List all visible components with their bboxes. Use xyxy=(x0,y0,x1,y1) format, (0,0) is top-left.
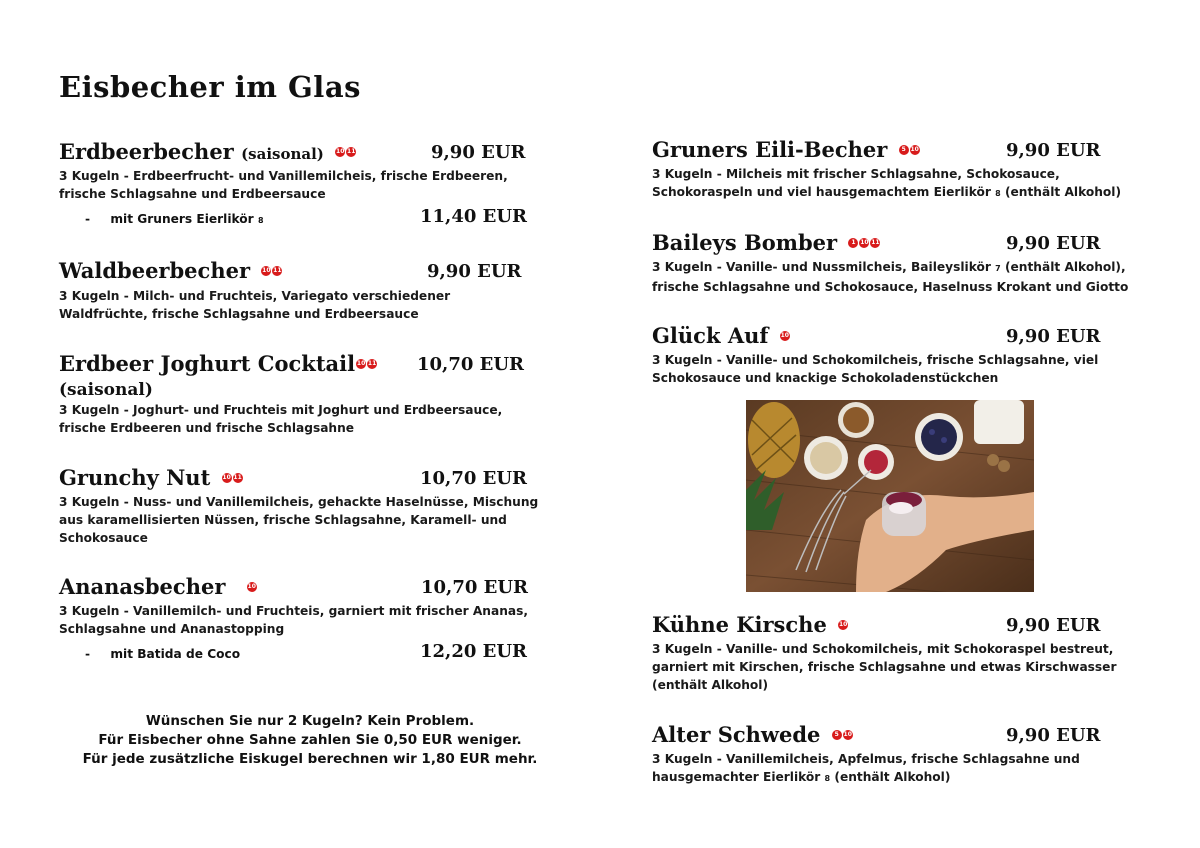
allergen-badge: 5 xyxy=(899,145,909,155)
item-name-ananasbecher xyxy=(59,575,257,599)
description-text: 3 Kugeln - Vanillemilcheis, Apfelmus, frische Schlagsahne und hausgemachter Eierlikör xyxy=(652,752,1080,784)
footnote-number: 8 xyxy=(824,774,831,783)
allergen-badge: 10 xyxy=(356,359,366,367)
item-price: 9,90 EUR xyxy=(1006,326,1101,347)
allergen-badges xyxy=(335,147,356,157)
extra-price: 12,20 EUR xyxy=(420,641,528,662)
pricing-note xyxy=(55,712,565,769)
allergen-badge: 10 xyxy=(838,620,848,628)
item-name-grunchy-nut xyxy=(59,466,243,490)
allergen-badge: 10 xyxy=(222,473,231,481)
item-price: 9,90 EUR xyxy=(431,142,526,163)
item-name-kuehne-kirsche xyxy=(652,613,848,637)
item-title: Alter Schwede xyxy=(652,722,821,747)
item-price: 9,90 EUR xyxy=(1006,615,1101,636)
allergen-badges xyxy=(356,359,377,369)
item-name-alter-schwede xyxy=(652,723,853,747)
allergen-badge: 5 xyxy=(832,730,842,740)
description-text: (enthält Alkohol), frische Schlagsahne und Schokosauce, Haselnuss Krokant und Giotto xyxy=(652,260,1129,294)
item-description xyxy=(652,750,1122,788)
item-title: Waldbeerbecher xyxy=(59,258,251,283)
item-title: Baileys Bomber xyxy=(652,230,838,255)
allergen-badge: 11 xyxy=(347,147,356,155)
allergen-badge: 11 xyxy=(233,473,242,481)
extra-label: mit Batida de Coco xyxy=(110,647,241,661)
description-text: (enthält Alkohol) xyxy=(834,770,951,784)
allergen-badge: 1 xyxy=(848,238,858,248)
item-description: 3 Kugeln - Vanille- und Schokomilcheis, frische Schlagsahne, viel Schokosauce und knackige Schokoladenstückchen xyxy=(652,353,1099,385)
item-name-glueck-auf xyxy=(652,324,790,348)
allergen-badge: 11 xyxy=(367,359,377,367)
allergen-badge: 10 xyxy=(247,582,256,590)
item-title: Kühne Kirsche xyxy=(652,612,827,637)
description-text: (enthält Alkohol) xyxy=(1004,185,1122,199)
allergen-badge: 10 xyxy=(336,147,345,155)
footnote-number: 8 xyxy=(995,189,1001,198)
extra-price: 11,40 EUR xyxy=(420,206,528,227)
item-title: Erdbeerbecher xyxy=(59,139,234,164)
item-title: Glück Auf xyxy=(652,323,769,348)
item-price: 10,70 EUR xyxy=(417,354,525,375)
item-description: 3 Kugeln - Joghurt- und Fruchteis mit Joghurt und Erdbeersauce, frische Erdbeeren und frische Schlagsahne xyxy=(59,403,503,435)
item-price: 9,90 EUR xyxy=(427,261,522,282)
allergen-badges xyxy=(838,620,848,630)
dessert-photo xyxy=(746,400,1034,592)
item-title: Grunchy Nut xyxy=(59,465,211,490)
note-line: Wünschen Sie nur 2 Kugeln? Kein Problem. xyxy=(145,713,475,729)
page-title: Eisbecher im Glas xyxy=(59,70,361,104)
description-text: 3 Kugeln - Milcheis mit frischer Schlagsahne, Schokosauce, Schokoraspeln und viel hausgemachtem Eierlikör xyxy=(652,167,1060,199)
allergen-badges xyxy=(247,582,257,592)
description-text: 3 Kugeln - Vanille- und Nussmilcheis, Baileyslikör xyxy=(652,260,991,274)
allergen-badge: 10 xyxy=(780,331,789,339)
item-name-waldbeerbecher xyxy=(59,259,282,283)
allergen-badge: 10 xyxy=(860,238,869,246)
item-title: Erdbeer Joghurt Cocktail xyxy=(59,351,356,376)
allergen-badges xyxy=(222,473,243,483)
item-price: 10,70 EUR xyxy=(421,577,529,598)
note-line: Für Eisbecher ohne Sahne zahlen Sie 0,50 EUR weniger. xyxy=(98,732,522,748)
item-name-erdbeerbecher xyxy=(59,140,356,166)
footnote-number: 8 xyxy=(257,216,264,225)
item-name-gruners-eili-becher xyxy=(652,138,920,162)
item-price: 9,90 EUR xyxy=(1006,233,1101,254)
item-description: 3 Kugeln - Nuss- und Vanillemilcheis, gehackte Haselnüsse, Mischung aus karamellisierten Nüssen, frische Schlagsahne, Karamell- und Schokosauce xyxy=(59,495,539,545)
item-extra-option xyxy=(85,212,264,226)
item-description: 3 Kugeln - Erdbeerfrucht- und Vanillemilcheis, frische Erdbeeren, frische Schlagsahne und Erdbeersauce xyxy=(59,169,508,201)
allergen-badge: 10 xyxy=(843,730,852,738)
allergen-badges xyxy=(832,730,853,740)
item-title: Gruners Eili-Becher xyxy=(652,137,888,162)
item-description: 3 Kugeln - Milch- und Fruchteis, Variegato verschiedener Waldfrüchte, frische Schlagsahne und Erdbeersauce xyxy=(59,289,451,321)
item-description xyxy=(652,165,1142,203)
allergen-badges xyxy=(899,145,920,155)
allergen-badges xyxy=(261,266,282,276)
item-price: 9,90 EUR xyxy=(1006,725,1101,746)
allergen-badges xyxy=(780,331,790,341)
item-description xyxy=(652,258,1142,296)
footnote-number: 7 xyxy=(995,264,1001,273)
item-price: 9,90 EUR xyxy=(1006,140,1101,161)
allergen-badge: 10 xyxy=(910,145,919,153)
allergen-badges xyxy=(848,238,880,248)
allergen-badge: 10 xyxy=(262,266,271,274)
allergen-badge: 11 xyxy=(273,266,282,274)
bullet: - xyxy=(85,212,91,226)
item-extra-option xyxy=(85,647,240,661)
item-description: 3 Kugeln - Vanille- und Schokomilcheis, mit Schokoraspel bestreut, garniert mit Kirschen, frische Schlagsahne und etwas Kirschwasser (enthält Alkohol) xyxy=(652,642,1117,692)
bullet: - xyxy=(85,647,91,661)
note-line: Für jede zusätzliche Eiskugel berechnen wir 1,80 EUR mehr. xyxy=(82,751,538,767)
item-name-baileys-bomber xyxy=(652,231,880,255)
item-price: 10,70 EUR xyxy=(420,468,528,489)
item-title-suffix: (saisonal) xyxy=(241,145,324,163)
item-title-line2: (saisonal) xyxy=(59,380,153,400)
extra-label: mit Gruners Eierlikör xyxy=(110,212,254,226)
item-description: 3 Kugeln - Vanillemilch- und Fruchteis, garniert mit frischer Ananas, Schlagsahne und Ananastopping xyxy=(59,604,528,636)
item-title: Ananasbecher xyxy=(59,574,226,599)
dessert-photo-illustration xyxy=(746,400,1034,592)
item-name-erdbeer-joghurt-cocktail xyxy=(59,352,377,376)
allergen-badge: 11 xyxy=(871,238,880,246)
